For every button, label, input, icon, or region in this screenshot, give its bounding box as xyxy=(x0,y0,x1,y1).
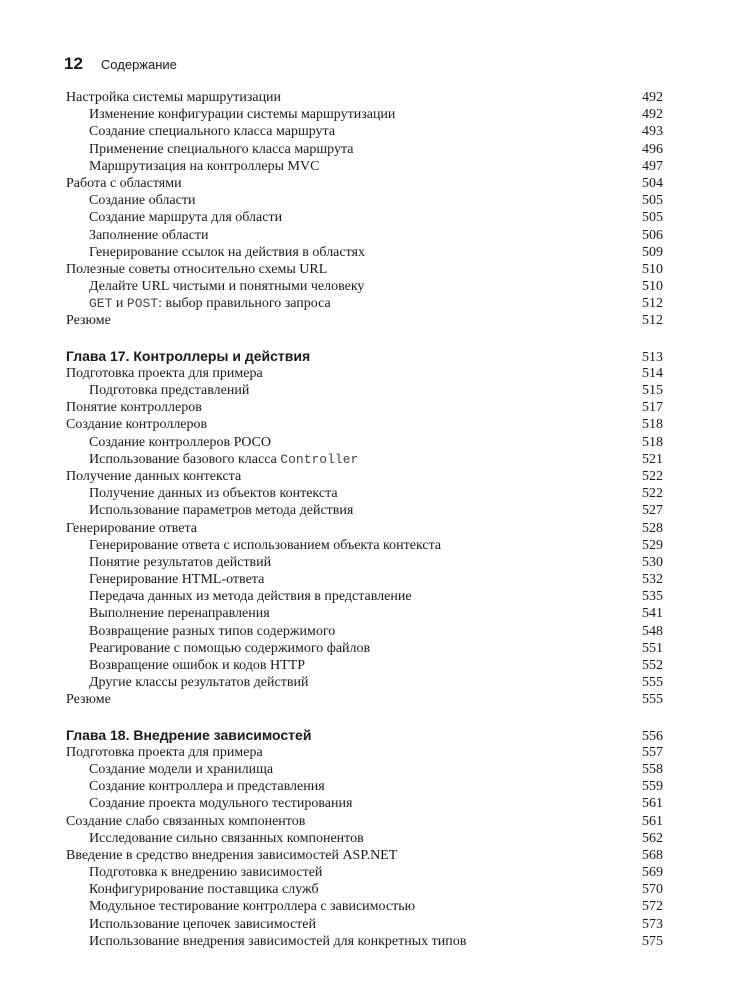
entry-title: Создание контроллеров POCO xyxy=(89,434,271,450)
entry-title: Создание специального класса маршрута xyxy=(89,124,336,140)
code-term: GET xyxy=(89,296,113,312)
entry-title: Подготовка к внедрению зависимостей xyxy=(89,865,323,881)
entry-title: Резюме xyxy=(66,313,111,329)
page-ref: 552 xyxy=(642,658,663,673)
page-ref: 522 xyxy=(642,468,663,484)
toc-entry-row[interactable] xyxy=(66,123,663,140)
page-ref: 517 xyxy=(642,400,663,416)
toc-entry-row[interactable] xyxy=(66,554,663,571)
entry-title: Заполнение области xyxy=(89,227,209,243)
page-ref: 527 xyxy=(642,503,663,519)
entry-title: Получение данных контекста xyxy=(66,468,242,484)
entry-title: Использование внедрения зависимостей для конкретных типов xyxy=(89,933,467,949)
entry-title: Подготовка проекта для примера xyxy=(66,365,263,381)
page-ref: 555 xyxy=(642,692,663,708)
entry-title: Резюме xyxy=(66,692,111,708)
page-ref: 492 xyxy=(642,107,663,123)
toc-entry-row[interactable] xyxy=(66,295,663,312)
toc-chapter-row[interactable] xyxy=(66,727,663,744)
page-ref: 570 xyxy=(642,882,663,898)
entry-title: Маршрутизация на контроллеры MVC xyxy=(89,158,320,174)
toc-entry-row[interactable] xyxy=(66,605,663,622)
entry-title: Создание проекта модульного тестирования xyxy=(89,796,353,812)
entry-title: Создание маршрута для области xyxy=(89,210,283,226)
entry-title: Создание области xyxy=(89,193,196,209)
page-ref: 505 xyxy=(642,193,663,209)
entry-title: Понятие результатов действий xyxy=(89,554,272,570)
toc-entry-row[interactable] xyxy=(66,175,663,192)
page-ref: 561 xyxy=(642,796,663,812)
toc-entry-row[interactable] xyxy=(66,502,663,519)
entry-title: Другие классы результатов действий xyxy=(89,675,309,691)
entry-title: Работа с областями xyxy=(66,175,182,191)
page-ref: 521 xyxy=(642,451,663,467)
entry-title: Введение в средство внедрения зависимостей ASP.NET xyxy=(66,847,398,863)
entry-title: Применение специального класса маршрута xyxy=(89,141,354,157)
section-spacer xyxy=(66,330,663,348)
toc-entry-row[interactable] xyxy=(66,468,663,485)
toc-entry-row[interactable] xyxy=(66,158,663,175)
toc-entry-row[interactable] xyxy=(66,864,663,881)
toc-entry-row[interactable] xyxy=(66,778,663,795)
toc-entry-row[interactable] xyxy=(66,657,663,674)
page-ref: 506 xyxy=(642,227,663,243)
toc-entry-row[interactable] xyxy=(66,106,663,123)
entry-title: Возвращение разных типов содержимого xyxy=(89,623,336,639)
table-of-contents xyxy=(66,89,663,950)
toc-entry-row[interactable] xyxy=(66,278,663,295)
toc-entry-row[interactable] xyxy=(66,141,663,158)
entry-title: Создание слабо связанных компонентов xyxy=(66,813,306,829)
page-ref: 518 xyxy=(642,417,663,433)
page-ref: 497 xyxy=(642,158,663,174)
toc-entry-row[interactable] xyxy=(66,485,663,502)
entry-title: Генерирование ответа xyxy=(66,520,197,536)
page-ref: 518 xyxy=(642,434,663,450)
page-ref: 505 xyxy=(642,210,663,226)
toc-entry-row[interactable] xyxy=(66,761,663,778)
page-ref: 529 xyxy=(642,537,663,553)
entry-title: Делайте URL чистыми и понятными человеку xyxy=(89,279,365,295)
page-ref: 510 xyxy=(642,261,663,277)
page-ref: 513 xyxy=(642,349,663,365)
page-ref: 512 xyxy=(642,296,663,312)
toc-entry-row[interactable] xyxy=(66,365,663,382)
entry-title: Генерирование ссылок на действия в областях xyxy=(89,244,365,260)
entry-title: Использование параметров метода действия xyxy=(89,503,354,519)
entry-title: Полезные советы относительно схемы URL xyxy=(66,261,328,277)
toc-entry-row[interactable] xyxy=(66,261,663,278)
toc-entry-row[interactable] xyxy=(66,916,663,933)
page-ref: 496 xyxy=(642,141,663,157)
page-ref: 535 xyxy=(642,589,663,605)
entry-title: Исследование сильно связанных компонентов xyxy=(89,830,364,846)
page-ref: 557 xyxy=(642,744,663,760)
toc-entry-row[interactable] xyxy=(66,674,663,691)
page-ref: 568 xyxy=(642,847,663,863)
toc-entry-row[interactable] xyxy=(66,640,663,657)
page-ref: 573 xyxy=(642,916,663,932)
page-ref: 559 xyxy=(642,779,663,795)
entry-title: Изменение конфигурации системы маршрутизации xyxy=(89,107,396,123)
page-ref: 514 xyxy=(642,365,663,381)
page-ref: 572 xyxy=(642,899,663,915)
page-ref: 551 xyxy=(642,640,663,656)
page-number: 12 xyxy=(64,54,83,73)
title-text: и xyxy=(112,296,127,312)
page-ref: 492 xyxy=(642,90,663,105)
page-ref: 528 xyxy=(642,520,663,536)
page-ref: 562 xyxy=(642,830,663,846)
toc-entry-row[interactable] xyxy=(66,623,663,640)
toc-entry-row[interactable] xyxy=(66,416,663,433)
page-ref: 510 xyxy=(642,279,663,295)
code-term: POST xyxy=(126,296,159,312)
running-title: Содержание xyxy=(100,57,177,72)
entry-title: Генерирование ответа с использованием объекта контекста xyxy=(89,537,442,553)
toc-entry-row[interactable] xyxy=(66,227,663,244)
entry-title: Выполнение перенаправления xyxy=(89,606,270,622)
toc-entry-row[interactable] xyxy=(66,813,663,830)
entry-title: Модульное тестирование контроллера с зависимостью xyxy=(89,899,416,915)
entry-title: Возвращение ошибок и кодов HTTP xyxy=(89,658,305,673)
entry-title: Генерирование HTML-ответа xyxy=(89,572,265,588)
toc-entry-row[interactable] xyxy=(66,847,663,864)
entry-title xyxy=(66,295,331,312)
toc-entry-row[interactable] xyxy=(66,382,663,399)
toc-entry-row[interactable] xyxy=(66,691,663,708)
page-header xyxy=(64,54,177,74)
page-ref: 493 xyxy=(642,124,663,140)
title-text: Использование базового класса xyxy=(89,451,281,467)
page-ref: 548 xyxy=(642,623,663,639)
toc-entry-row[interactable] xyxy=(66,933,663,950)
section-spacer xyxy=(66,709,663,727)
toc-entry-row[interactable] xyxy=(66,244,663,261)
toc-entry-row[interactable] xyxy=(66,588,663,605)
toc-entry-row[interactable] xyxy=(66,830,663,847)
entry-title: Понятие контроллеров xyxy=(66,400,202,416)
toc-entry-row[interactable] xyxy=(66,881,663,898)
toc-entry-row[interactable] xyxy=(66,192,663,209)
page-ref: 575 xyxy=(642,933,663,949)
entry-title: Настройка системы маршрутизации xyxy=(66,90,282,105)
toc-entry-row[interactable] xyxy=(66,451,663,468)
page-ref: 512 xyxy=(642,313,663,329)
page-ref: 558 xyxy=(642,761,663,777)
toc-entry-row[interactable] xyxy=(66,744,663,761)
code-term: Controller xyxy=(280,451,359,467)
toc-entry-row[interactable] xyxy=(66,520,663,537)
page-ref: 561 xyxy=(642,813,663,829)
entry-title: Подготовка проекта для примера xyxy=(66,744,263,760)
toc-entry-row[interactable] xyxy=(66,434,663,451)
toc-entry-row[interactable] xyxy=(66,898,663,915)
page-ref: 556 xyxy=(642,728,663,744)
title-text: : выбор правильного запроса xyxy=(158,296,331,312)
toc-entry-row[interactable] xyxy=(66,312,663,329)
entry-title xyxy=(66,451,358,468)
chapter-title: Глава 17. Контроллеры и действия xyxy=(66,347,311,364)
entry-title: Создание модели и хранилища xyxy=(89,761,274,777)
toc-entry-row[interactable] xyxy=(66,571,663,588)
toc-chapter-row[interactable] xyxy=(66,348,663,365)
page-ref: 522 xyxy=(642,486,663,502)
page-ref: 532 xyxy=(642,572,663,588)
entry-title: Создание контроллера и представления xyxy=(89,779,325,795)
entry-title: Получение данных из объектов контекста xyxy=(89,486,338,502)
entry-title: Подготовка представлений xyxy=(89,383,250,398)
entry-title: Создание контроллеров xyxy=(66,417,208,433)
entry-title: Передача данных из метода действия в представление xyxy=(89,589,412,605)
page-ref: 541 xyxy=(642,606,663,622)
entry-title: Использование цепочек зависимостей xyxy=(89,916,316,932)
toc-entry-row[interactable] xyxy=(66,795,663,812)
page-ref: 569 xyxy=(642,865,663,881)
page-ref: 509 xyxy=(642,244,663,260)
page-ref: 504 xyxy=(642,175,663,191)
toc-entry-row[interactable] xyxy=(66,209,663,226)
toc-entry-row[interactable] xyxy=(66,537,663,554)
chapter-title: Глава 18. Внедрение зависимостей xyxy=(66,726,312,743)
toc-entry-row[interactable] xyxy=(66,399,663,416)
page-ref: 555 xyxy=(642,675,663,691)
page-ref: 530 xyxy=(642,554,663,570)
page-ref: 515 xyxy=(642,383,663,398)
entry-title: Конфигурирование поставщика служб xyxy=(89,882,319,898)
entry-title: Реагирование с помощью содержимого файлов xyxy=(89,640,371,656)
toc-entry-row[interactable] xyxy=(66,89,663,106)
